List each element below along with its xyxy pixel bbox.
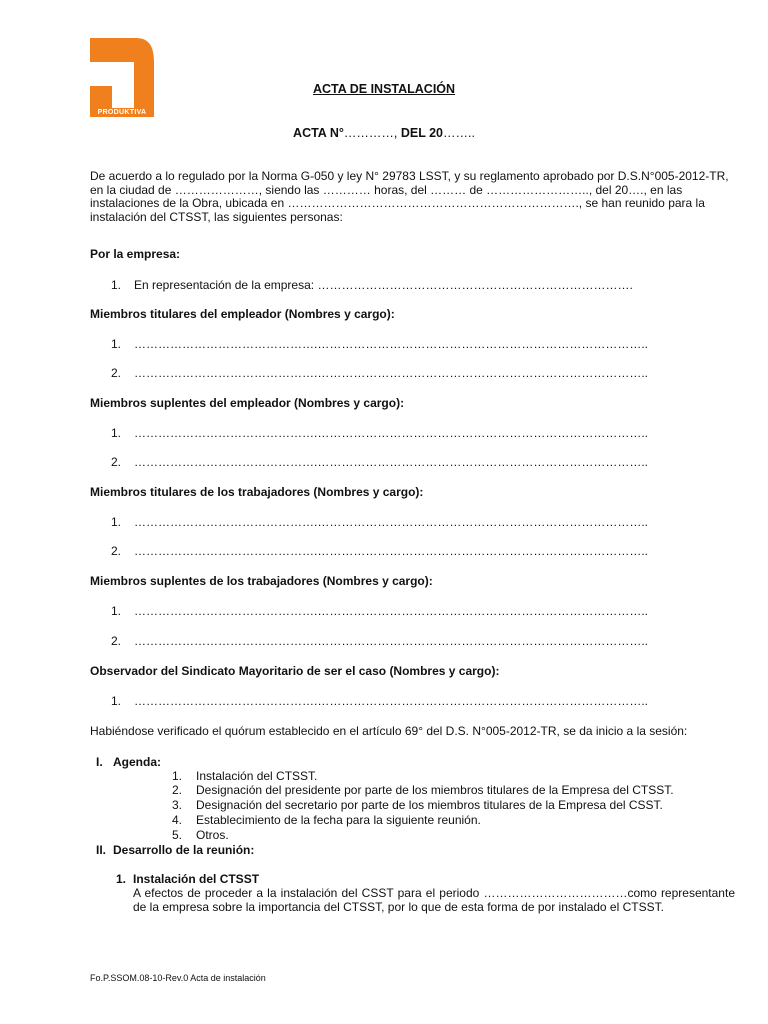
heading-titulares-empleador: Miembros titulares del empleador (Nombres y cargo):: [90, 307, 395, 321]
list-item: 1. ……………………………………….………………………………………………………………………..: [111, 337, 649, 351]
document-title: ACTA DE INSTALACIÓN: [312, 82, 456, 96]
acta-number-line: [0, 126, 768, 140]
list-item: 1. ……………………………………….………………………………………………………………………..: [111, 426, 649, 440]
agenda-item: 5. Otros.: [172, 828, 229, 842]
instalacion-paragraph: A efectos de proceder a la instalación del CSST para el periodo ………………………………como representante de la empresa sobre la importancia del CTSST, por lo que de esta forma de por instalado el CTSST.: [133, 886, 735, 914]
list-item: 1. En representación de la empresa: …………………………………………………………………….: [111, 278, 633, 292]
list-item: 2. ……………………………………….………………………………………………………………………..: [111, 544, 649, 558]
list-item: 1. ……………………………………….………………………………………………………………………..: [111, 515, 649, 529]
heading-suplentes-trabajadores: Miembros suplentes de los trabajadores (Nombres y cargo):: [90, 574, 433, 588]
agenda-item: 2. Designación del presidente por parte de los miembros titulares de la Empresa del CTSST.: [172, 783, 674, 797]
list-item: 1. ……………………………………….………………………………………………………………………..: [111, 694, 649, 708]
agenda-item: 1. Instalación del CTSST.: [172, 769, 318, 783]
section-desarrollo-heading: II. Desarrollo de la reunión:: [96, 843, 255, 857]
acta-number-blank: …………,: [343, 126, 401, 140]
intro-paragraph: De acuerdo a lo regulado por la Norma G-050 y ley N° 29783 LSST, y su reglamento aprobado por D.S.N°005-2012-TR, en la ciudad de …………………, siendo las ………… horas, del ……… de …………………….., del 20…., en las instalaciones de la Obra, ubicada en ………………………………………………………………., se han reunido para la instalación del CTSST, las siguientes personas:: [90, 169, 729, 224]
quorum-paragraph: Habiéndose verificado el quórum establecido en el artículo 69° del D.S. N°005-2012-TR, se da inicio a la sesión:: [90, 724, 688, 738]
company-logo: [90, 38, 154, 116]
agenda-item: 4. Establecimiento de la fecha para la siguiente reunión.: [172, 813, 481, 827]
list-item: 1. ……………………………………….………………………………………………………………………..: [111, 604, 649, 618]
list-item: 2. ……………………………………….………………………………………………………………………..: [111, 455, 649, 469]
document-footer: Fo.P.SSOM.08-10-Rev.0 Acta de instalación: [90, 973, 266, 983]
heading-titulares-trabajadores: Miembros titulares de los trabajadores (Nombres y cargo):: [90, 485, 424, 499]
heading-suplentes-empleador: Miembros suplentes del empleador (Nombres y cargo):: [90, 396, 405, 410]
section-agenda-heading: I. Agenda:: [96, 755, 161, 769]
subsection-instalacion-heading: 1. Instalación del CTSST: [116, 872, 260, 886]
agenda-item: 3. Designación del secretario por parte de los miembros titulares de la Empresa del CSST.: [172, 798, 663, 812]
produktiva-logo-mark: [90, 38, 154, 108]
heading-empresa: Por la empresa:: [90, 247, 181, 261]
list-item: 2. ……………………………………….………………………………………………………………………..: [111, 634, 649, 648]
heading-observador: Observador del Sindicato Mayoritario de ser el caso (Nombres y cargo):: [90, 664, 500, 678]
list-item: 2. ……………………………………….………………………………………………………………………..: [111, 366, 649, 380]
acta-year-blank: ……..: [442, 126, 475, 140]
acta-year-label: DEL 20: [400, 126, 443, 140]
logo-brand-text: PRODUKTIVA: [90, 108, 154, 117]
acta-label: ACTA N°: [293, 126, 344, 140]
